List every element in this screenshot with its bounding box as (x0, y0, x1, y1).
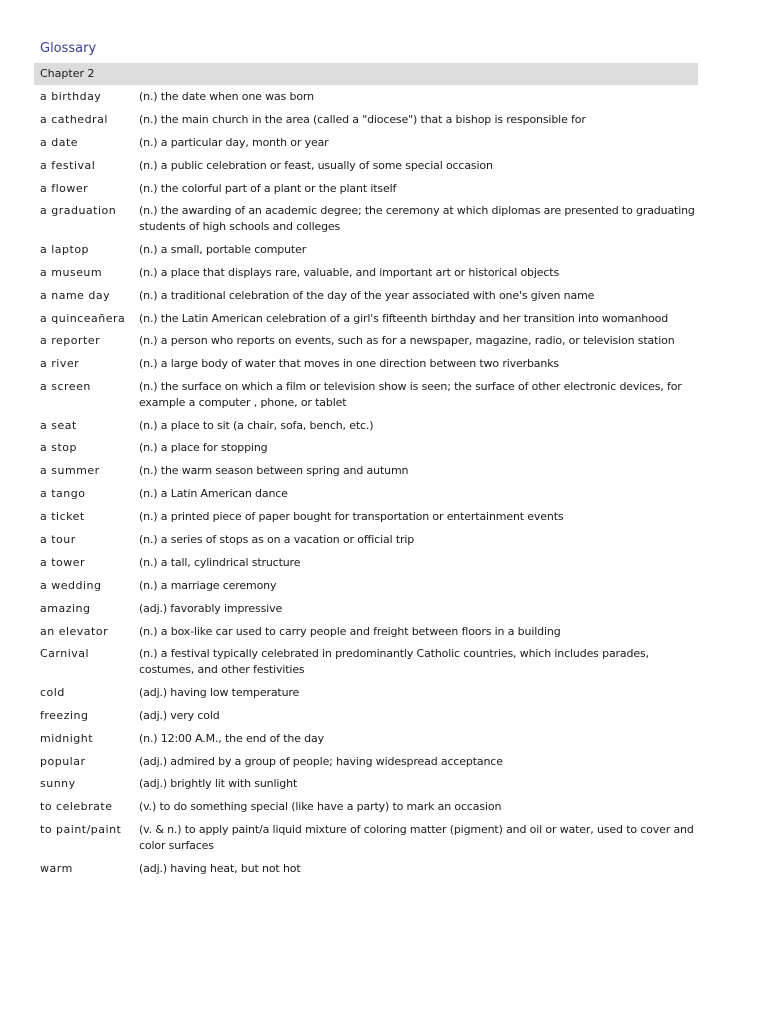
glossary-entry (40, 311, 698, 327)
glossary-definition: (n.) a marriage ceremony (139, 578, 277, 592)
glossary-entry (40, 89, 698, 105)
glossary-term: a birthday (40, 90, 102, 103)
glossary-entry (40, 731, 698, 747)
glossary-term: warm (40, 861, 73, 875)
glossary-entry (40, 418, 698, 434)
glossary-definition: (n.) the main church in the area (called a "diocese") that a bishop is responsible for (139, 112, 586, 126)
glossary-definition: (n.) a large body of water that moves in one direction between two riverbanks (139, 357, 559, 371)
glossary-term: a laptop (40, 242, 90, 256)
glossary-entry (40, 799, 698, 815)
glossary-entry (40, 685, 698, 701)
glossary-entry (40, 242, 698, 258)
glossary-entry (40, 776, 698, 792)
glossary-definition: (n.) a place for stopping (139, 441, 268, 455)
glossary-term: a graduation (40, 204, 117, 218)
glossary-definition: (n.) the colorful part of a plant or the plant itself (139, 181, 397, 195)
glossary-entry (40, 181, 698, 197)
glossary-term: a reporter (40, 334, 101, 348)
glossary-definition: (v. & n.) to apply paint/a liquid mixture of coloring matter (pigment) and oil or water, used to cover and color surfaces (139, 823, 694, 852)
glossary-entry (40, 333, 698, 349)
glossary-definition: (n.) the awarding of an academic degree; the ceremony at which diplomas are presented to graduating students of high schools and colleges (139, 204, 695, 233)
glossary-definition: (n.) 12:00 A.M., the end of the day (139, 731, 324, 745)
glossary-entry (40, 754, 698, 770)
glossary-entry (40, 601, 698, 617)
glossary-definition: (n.) a public celebration or feast, usually of some special occasion (139, 158, 493, 172)
glossary-entry (40, 822, 698, 853)
glossary-term: a cathedral (40, 112, 108, 126)
glossary-term: a quinceañera (40, 311, 126, 325)
glossary-term: cold (40, 685, 65, 699)
glossary-definition: (n.) a place that displays rare, valuable, and important art or historical objects (139, 265, 560, 279)
glossary-definition: (n.) the date when one was born (139, 90, 314, 103)
glossary-entry (40, 203, 698, 234)
chapter-label: Chapter 2 (40, 67, 95, 80)
glossary-term: a wedding (40, 578, 102, 592)
glossary-entry (40, 486, 698, 502)
glossary-entry (40, 379, 698, 410)
glossary-definition: (n.) a place to sit (a chair, sofa, bench, etc.) (139, 418, 374, 432)
glossary-term: a tower (40, 555, 86, 569)
glossary-term: to paint/paint (40, 823, 122, 837)
glossary-term: sunny (40, 777, 76, 791)
glossary-definition: (n.) a tall, cylindrical structure (139, 555, 301, 569)
glossary-term: a festival (40, 158, 96, 172)
glossary-entry (40, 646, 698, 677)
glossary-term: a flower (40, 181, 89, 195)
glossary-entry (40, 112, 698, 128)
glossary-term: a stop (40, 441, 77, 455)
glossary-definition: (n.) a printed piece of paper bought for transportation or entertainment events (139, 510, 564, 524)
glossary-list (40, 89, 698, 884)
glossary-definition: (n.) a festival typically celebrated in predominantly Catholic countries, which includes parades, costumes, and other festivities (139, 647, 649, 676)
glossary-entry (40, 288, 698, 304)
glossary-entry (40, 509, 698, 525)
glossary-term: amazing (40, 601, 91, 615)
glossary-entry (40, 578, 698, 594)
glossary-entry (40, 532, 698, 548)
glossary-term: a date (40, 135, 79, 149)
glossary-definition: (n.) a series of stops as on a vacation or official trip (139, 533, 415, 547)
glossary-term: a summer (40, 464, 100, 478)
glossary-entry (40, 708, 698, 724)
glossary-entry (40, 440, 698, 456)
glossary-definition: (adj.) favorably impressive (139, 601, 283, 615)
glossary-definition: (n.) a Latin American dance (139, 487, 288, 501)
glossary-term: a tour (40, 533, 76, 547)
glossary-term: a river (40, 357, 80, 371)
glossary-entry (40, 463, 698, 479)
glossary-definition: (adj.) having heat, but not hot (139, 861, 301, 875)
glossary-term: to celebrate (40, 800, 113, 814)
glossary-definition: (n.) the Latin American celebration of a girl's fifteenth birthday and her transition into womanhood (139, 311, 669, 325)
page-title: Glossary (40, 41, 97, 56)
glossary-definition: (adj.) having low temperature (139, 685, 300, 699)
glossary-term: a name day (40, 288, 111, 302)
glossary-entry (40, 265, 698, 281)
glossary-definition: (n.) the warm season between spring and autumn (139, 464, 409, 478)
glossary-definition: (adj.) brightly lit with sunlight (139, 777, 298, 791)
glossary-term: popular (40, 754, 86, 768)
glossary-term: a screen (40, 380, 91, 394)
glossary-term: a tango (40, 487, 86, 501)
glossary-term: a ticket (40, 510, 85, 524)
glossary-term: midnight (40, 731, 94, 745)
glossary-definition: (n.) a particular day, month or year (139, 135, 329, 149)
glossary-entry (40, 356, 698, 372)
glossary-term: freezing (40, 708, 89, 722)
glossary-definition: (n.) a box-like car used to carry people and freight between floors in a building (139, 624, 561, 638)
glossary-definition: (n.) a person who reports on events, such as for a newspaper, magazine, radio, or television station (139, 334, 675, 348)
glossary-entry (40, 861, 698, 877)
glossary-entry (40, 555, 698, 571)
glossary-definition: (n.) the surface on which a film or television show is seen; the surface of other electronic devices, for example a computer , phone, or tablet (139, 380, 682, 409)
glossary-definition: (v.) to do something special (like have a party) to mark an occasion (139, 800, 502, 814)
glossary-term: an elevator (40, 624, 109, 638)
glossary-entry (40, 158, 698, 174)
glossary-term: Carnival (40, 647, 90, 661)
chapter-header (34, 63, 698, 85)
glossary-definition: (n.) a traditional celebration of the day of the year associated with one's given name (139, 288, 595, 302)
glossary-definition: (adj.) very cold (139, 708, 220, 722)
glossary-definition: (n.) a small, portable computer (139, 242, 307, 256)
glossary-term: a museum (40, 265, 103, 279)
glossary-definition: (adj.) admired by a group of people; having widespread acceptance (139, 754, 503, 768)
glossary-entry (40, 135, 698, 151)
glossary-entry (40, 624, 698, 640)
glossary-term: a seat (40, 418, 77, 432)
